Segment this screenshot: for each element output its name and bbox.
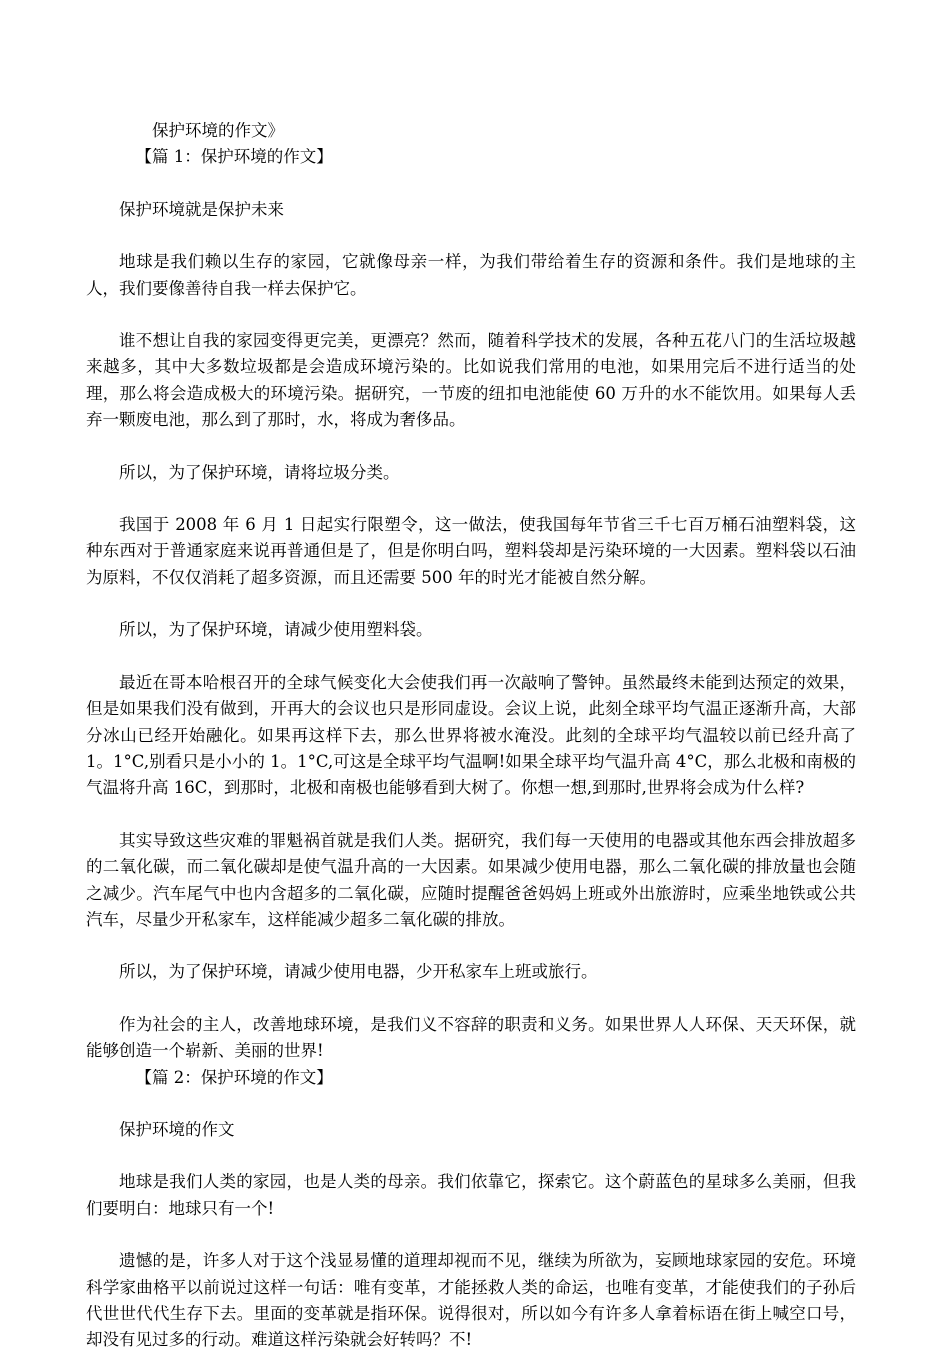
paragraph: 我国于 2008 年 6 月 1 日起实行限塑令，这一做法，使我国每年节省三千七百万桶石油塑料袋，这种东西对于普通家庭来说再普通但是了，但是你明白吗，塑料袋却是污染环境的一大因素。塑料袋以石油为原料，不仅仅消耗了超多资源，而且还需要 500 年的时光才能被自然分解。 (86, 515, 856, 587)
paragraph: 遗憾的是，许多人对于这个浅显易懂的道理却视而不见，继续为所欲为，妄顾地球家园的安危。环境科学家曲格平以前说过这样一句话：唯有变革，才能拯救人类的命运，也唯有变革，才能使我们的子孙后代世世代代生存下去。里面的变革就是指环保。说得很对，所以如今有许多人拿着标语在街上喊空口号，却没有见过多的行动。难道这样污染就会好转吗？不! (86, 1251, 856, 1350)
document-page (86, 0, 856, 1354)
section-header-2: 【篇 2：保护环境的作文】 (135, 1067, 333, 1087)
paragraph: 所以，为了保护环境，请减少使用塑料袋。 (119, 620, 433, 640)
paragraph: 谁不想让自我的家园变得更完美，更漂亮？然而，随着科学技术的发展，各种五花八门的生活垃圾越来越多，其中大多数垃圾都是会造成环境污染的。比如说我们常用的电池，如果用完后不进行适当的处理，那么将会造成极大的环境污染。据研究，一节废的纽扣电池能使 60 万升的水不能饮用。如果每人丢弃一颗废电池，那么到了那时，水，将成为奢侈品。 (86, 331, 856, 430)
document-title: 保护环境的作文》 (152, 121, 284, 140)
section-header-1: 【篇 1：保护环境的作文】 (135, 147, 333, 167)
paragraph: 地球是我们赖以生存的家园，它就像母亲一样，为我们带给着生存的资源和条件。我们是地球的主人，我们要像善待自我一样去保护它。 (86, 252, 856, 298)
paragraph: 其实导致这些灾难的罪魁祸首就是我们人类。据研究，我们每一天使用的电器或其他东西会排放超多的二氧化碳，而二氧化碳却是使气温升高的一大因素。如果减少使用电器，那么二氧化碳的排放量也会随之减少。汽车尾气中也内含超多的二氧化碳，应随时提醒爸爸妈妈上班或外出旅游时，应乘坐地铁或公共汽车，尽量少开私家车，这样能减少超多二氧化碳的排放。 (86, 830, 856, 929)
paragraph: 所以，为了保护环境，请减少使用电器，少开私家车上班或旅行。 (119, 962, 598, 982)
paragraph: 最近在哥本哈根召开的全球气候变化大会使我们再一次敲响了警钟。虽然最终未能到达预定的效果，但是如果我们没有做到，开再大的会议也只是形同虚设。会议上说，此刻全球平均气温正逐渐升高，大部分冰山已经开始融化。如果再这样下去，那么世界将被水淹没。此刻的全球平均气温较以前已经升高了 1。1°C,别看只是小小的 1。1°C,可这是全球平均气温啊!如果全球平均气温升高 4°C，那么北极和南极的气温将升高 16C，到那时，北极和南极也能够看到大树了。你想一想,到那时,世界将会成为什么样? (86, 672, 856, 798)
paragraph: 地球是我们人类的家园，也是人类的母亲。我们依靠它，探索它。这个蔚蓝色的星球多么美丽，但我们要明白：地球只有一个! (86, 1172, 856, 1218)
paragraph: 所以，为了保护环境，请将垃圾分类。 (119, 462, 400, 482)
essay-subtitle-1: 保护环境就是保护未来 (119, 199, 284, 219)
essay-subtitle-2: 保护环境的作文 (119, 1119, 235, 1139)
paragraph: 作为社会的主人，改善地球环境，是我们义不容辞的职责和义务。如果世界人人环保、天天环保，就能够创造一个崭新、美丽的世界! (86, 1014, 856, 1061)
